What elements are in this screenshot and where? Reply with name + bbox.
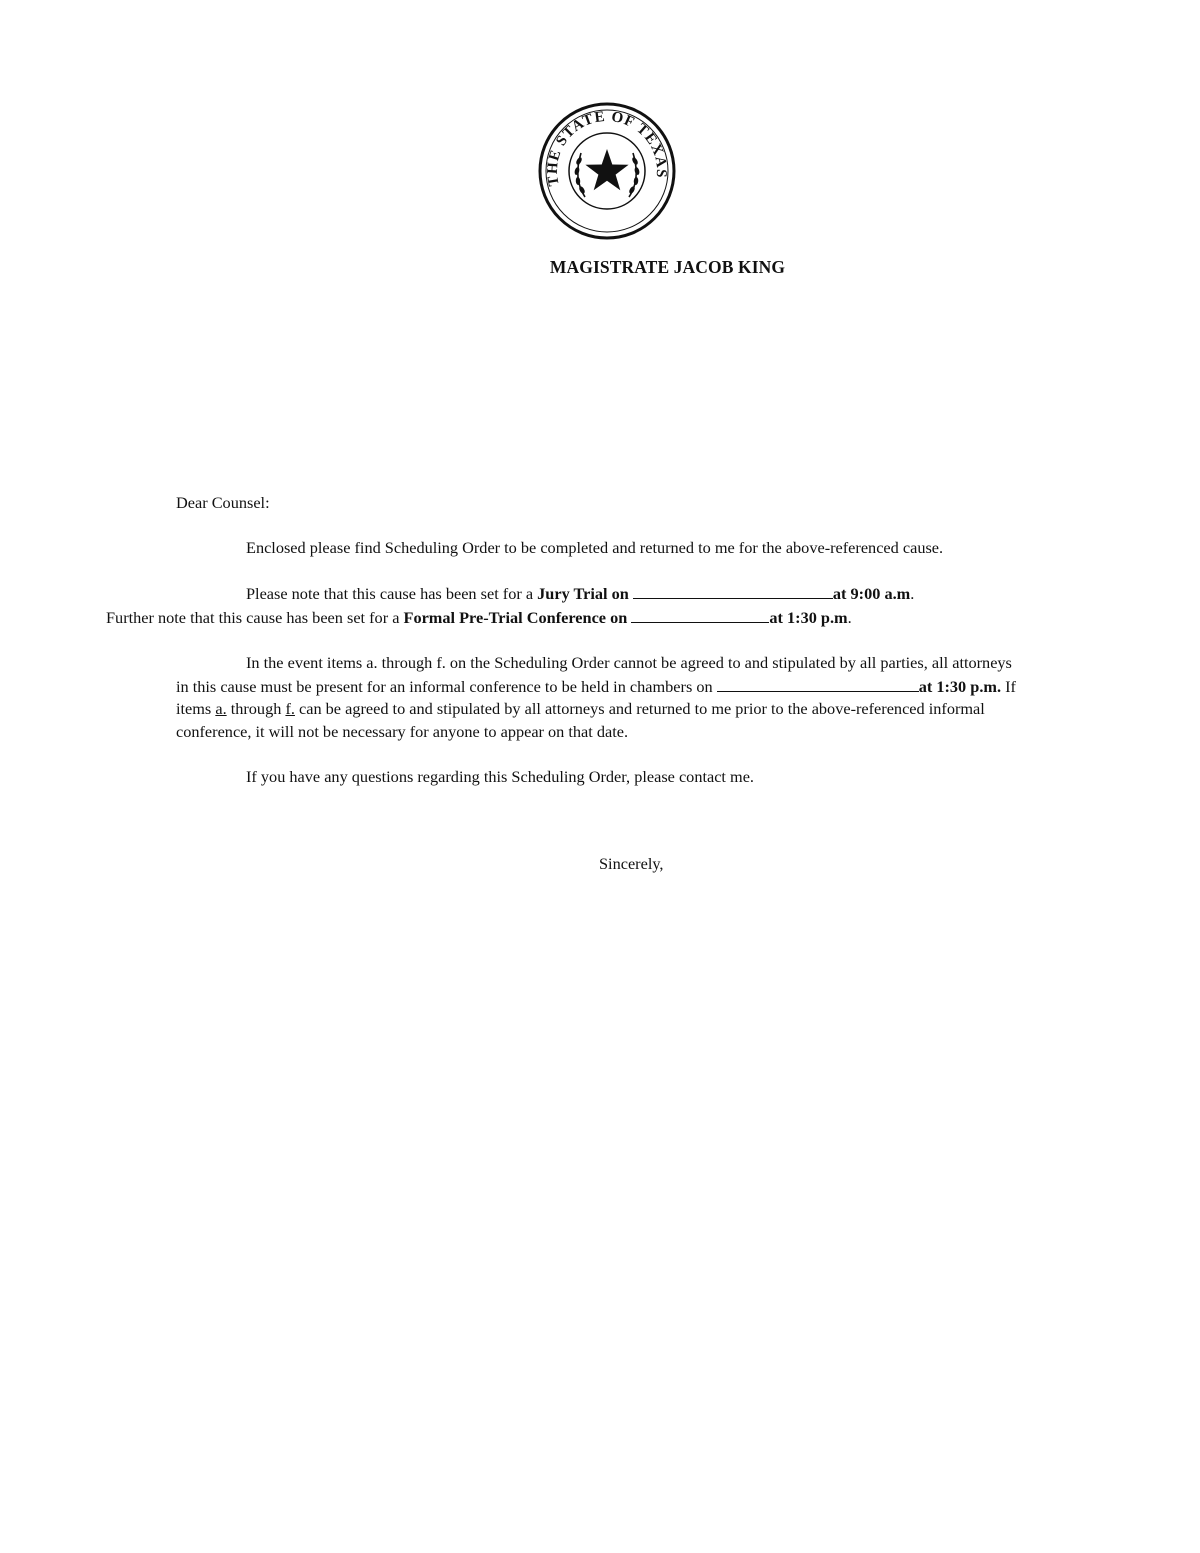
pretrial-label: Formal Pre-Trial Conference on (403, 607, 628, 627)
paragraph-settings-text: Please note that this cause has been set for a (246, 584, 538, 604)
paragraph-enclosed: Enclosed please find Scheduling Order to be completed and returned to me for the above-referenced cause. (246, 538, 944, 558)
texas-state-seal-icon (537, 101, 677, 241)
letter-body (106, 492, 1021, 811)
paragraph-conference: In the event items a. through f. on the Scheduling Order cannot be agreed to and stipulated by all parties, all attorneys in this cause must be present for an informal conference to be held in chambers on at 1:30 p.m. If items a. through f. can be agreed to and stipulated by all attorneys and returned to me prior to the above-referenced informal conference, it will not be necessary for anyone to appear on that date. (176, 653, 1016, 741)
pretrial-date-blank[interactable] (631, 606, 769, 623)
conference-time: at 1:30 p.m. (918, 676, 1002, 696)
jury-trial-label: Jury Trial on (537, 584, 629, 604)
closing: Sincerely, (599, 854, 664, 873)
jury-trial-date-blank[interactable] (633, 582, 833, 599)
salutation: Dear Counsel: (176, 493, 270, 512)
seal-text: THE STATE OF TEXAS (544, 108, 670, 188)
paragraph-settings-line2: Further note that this cause has been set for a Formal Pre-Trial Conference on at 1:30 p.m. (106, 607, 852, 627)
paragraph-settings: Please note that this cause has been set for a Jury Trial on at 9:00 a.m. Further note that this cause has been set for a Formal Pre-Trial Conference on at 1:30 p.m. (176, 582, 1021, 629)
conference-date-blank[interactable] (717, 675, 919, 692)
page-title: MAGISTRATE JACOB KING (549, 257, 786, 277)
paragraph-questions: If you have any questions regarding this Scheduling Order, please contact me. (246, 767, 754, 787)
jury-trial-time: at 9:00 a.m (832, 584, 911, 604)
pretrial-time: at 1:30 p.m (769, 607, 848, 627)
